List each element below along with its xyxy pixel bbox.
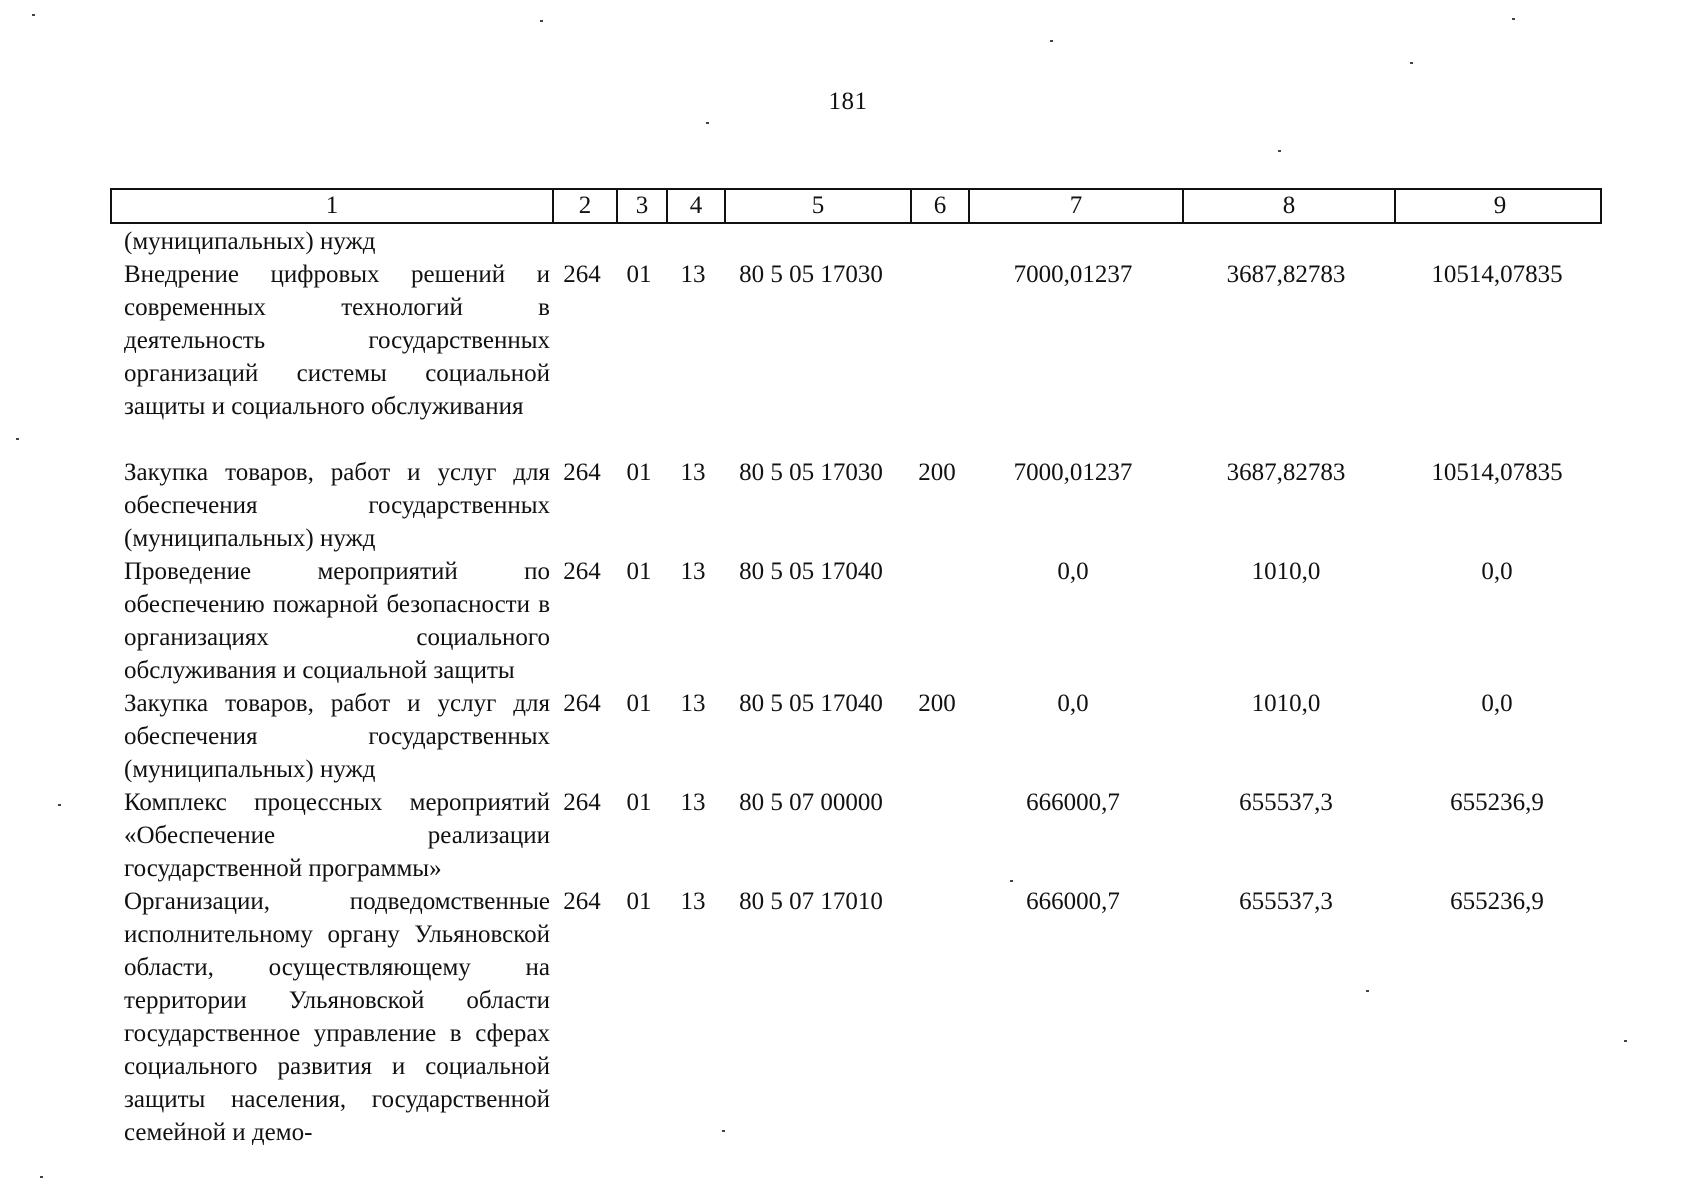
- cell-col3: 01: [626, 888, 652, 915]
- cell-col4: 13: [680, 261, 706, 288]
- table-row: [110, 687, 1602, 786]
- scan-speck: [1010, 880, 1013, 882]
- cell-col2: 264: [563, 690, 601, 717]
- cell-col8: 655537,3: [1239, 888, 1333, 915]
- cell-col4: 13: [680, 459, 706, 486]
- table-header: [110, 188, 1602, 224]
- cell-col5: 80 5 05 17030: [739, 261, 883, 288]
- scan-speck: [1050, 40, 1053, 42]
- scan-speck: [40, 1176, 43, 1178]
- table-row: [110, 555, 1602, 687]
- cell-col7: 7000,01237: [1013, 261, 1133, 288]
- cell-col7: 666000,7: [1026, 789, 1120, 816]
- row-description: (муниципальных) нужд: [124, 228, 376, 255]
- scan-speck: [32, 14, 35, 16]
- table-body: [110, 225, 1602, 1149]
- cell-col6: [908, 885, 966, 1149]
- cell-col6: [908, 555, 966, 687]
- cell-col3: [614, 225, 664, 258]
- row-description: Организации, подведомственные исполнительному органу Ульяновской области, осуществляющему на территории Ульяновской области государственное управление в сферах социального развития и социальной защиты населения, государственной семейной и демо-: [124, 888, 550, 1146]
- cell-col5: 80 5 07 00000: [739, 789, 883, 816]
- cell-col8: [1180, 225, 1392, 258]
- row-description: Внедрение цифровых решений и современных технологий в деятельность государственных организаций системы социальной защиты и социального обслуживания: [124, 261, 550, 420]
- cell-col4: [664, 225, 722, 258]
- scan-speck: [1512, 18, 1515, 20]
- table-row: [110, 456, 1602, 555]
- cell-col2: 264: [563, 459, 601, 486]
- scan-speck: [722, 1130, 725, 1132]
- header-cell: 7: [968, 190, 1182, 222]
- header-cell: 4: [666, 190, 724, 222]
- cell-col3: 01: [626, 558, 652, 585]
- row-description: Проведение мероприятий по обеспечению пожарной безопасности в организациях социального обслуживания и социальной защиты: [124, 558, 550, 684]
- cell-col2: 264: [563, 789, 601, 816]
- cell-col6: 200: [918, 459, 956, 486]
- cell-col7: 0,0: [1057, 690, 1089, 717]
- cell-col4: 13: [680, 789, 706, 816]
- cell-col4: 13: [680, 690, 706, 717]
- scan-speck: [540, 20, 543, 22]
- cell-col8: 3687,82783: [1226, 261, 1346, 288]
- header-cell: 6: [910, 190, 968, 222]
- scan-speck: [1278, 150, 1281, 152]
- header-cell: 9: [1394, 190, 1604, 222]
- scan-speck: [58, 804, 61, 806]
- scan-speck: [1366, 990, 1369, 992]
- header-cell: 2: [552, 190, 616, 222]
- cell-col6: [908, 225, 966, 258]
- cell-col7: [966, 225, 1180, 258]
- cell-col9: 655236,9: [1450, 888, 1544, 915]
- cell-col7: 0,0: [1057, 558, 1089, 585]
- cell-col5: 80 5 05 17040: [739, 690, 883, 717]
- table-row: [110, 225, 1602, 258]
- table-row: [110, 885, 1602, 1149]
- cell-col3: 01: [626, 789, 652, 816]
- cell-col6: [908, 786, 966, 885]
- cell-col9: 10514,07835: [1431, 459, 1563, 486]
- cell-col7: 7000,01237: [1013, 459, 1133, 486]
- cell-col2: 264: [563, 558, 601, 585]
- header-cell: 1: [325, 192, 339, 219]
- table-row: [110, 258, 1602, 456]
- header-cell: 8: [1182, 190, 1394, 222]
- cell-col4: 13: [680, 558, 706, 585]
- row-description: Закупка товаров, работ и услуг для обеспечения государственных (муниципальных) нужд: [124, 690, 550, 783]
- cell-col2: 264: [563, 261, 601, 288]
- cell-col9: [1392, 225, 1602, 258]
- cell-col2: [550, 225, 614, 258]
- cell-col3: 01: [626, 690, 652, 717]
- cell-col3: 01: [626, 459, 652, 486]
- row-description: Комплекс процессных мероприятий «Обеспечение реализации государственной программы»: [124, 789, 550, 882]
- scan-speck: [1410, 62, 1413, 64]
- cell-col9: 655236,9: [1450, 789, 1544, 816]
- scan-speck: [706, 122, 709, 124]
- cell-col4: 13: [680, 888, 706, 915]
- cell-col5: 80 5 05 17040: [739, 558, 883, 585]
- scan-speck: [16, 438, 19, 440]
- scan-speck: [1624, 1040, 1627, 1042]
- cell-col9: 0,0: [1481, 690, 1513, 717]
- header-cell: 5: [724, 190, 910, 222]
- cell-col6: [908, 258, 966, 456]
- cell-col8: 3687,82783: [1226, 459, 1346, 486]
- budget-table: [110, 188, 1602, 1149]
- cell-col3: 01: [626, 261, 652, 288]
- row-description: Закупка товаров, работ и услуг для обеспечения государственных (муниципальных) нужд: [124, 459, 550, 552]
- cell-col9: 0,0: [1481, 558, 1513, 585]
- cell-col8: 655537,3: [1239, 789, 1333, 816]
- page-number: 181: [828, 88, 868, 115]
- table-row: [110, 786, 1602, 885]
- cell-col9: 10514,07835: [1431, 261, 1563, 288]
- cell-col5: 80 5 07 17010: [739, 888, 883, 915]
- cell-col2: 264: [563, 888, 601, 915]
- cell-col8: 1010,0: [1251, 690, 1321, 717]
- cell-col7: 666000,7: [1026, 888, 1120, 915]
- header-cell: 3: [616, 190, 666, 222]
- cell-col5: [722, 225, 908, 258]
- cell-col8: 1010,0: [1251, 558, 1321, 585]
- cell-col6: 200: [918, 690, 956, 717]
- cell-col5: 80 5 05 17030: [739, 459, 883, 486]
